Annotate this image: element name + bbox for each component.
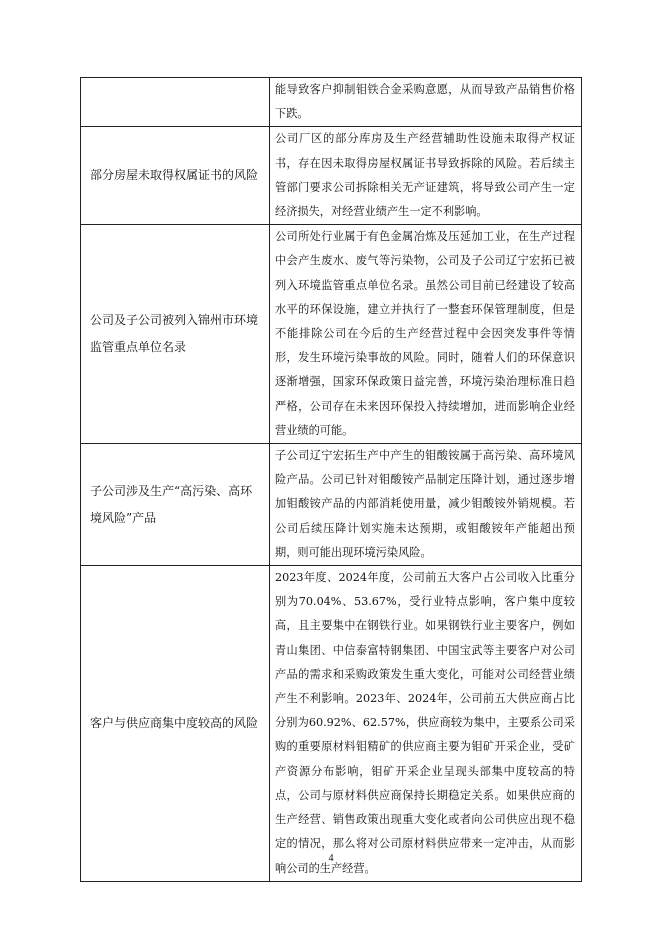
table-row bbox=[81, 78, 582, 127]
risk-description-cell: 公司所处行业属于有色金属冶炼及压延加工业，在生产过程中会产生废水、废气等污染物，公司及子公司辽宁宏拓已被列入环境监管重点单位名录。虽然公司目前已经建设了较高水平的环保设施，建立并执行了一整套环保管理制度，但是不能排除公司在今后的生产经营过程中会因突发事件等情形，发生环境污染事故的风险。同时，随着人们的环保意识逐渐增强，国家环保政策日益完善，环境污染治理标准日趋严格，公司存在未来因环保投入持续增加，进而影响企业经营业绩的可能。 bbox=[270, 225, 582, 444]
risk-description-cell: 能导致客户抑制钼铁合金采购意愿，从而导致产品销售价格下跌。 bbox=[270, 78, 582, 127]
risk-description-cell: 公司厂区的部分库房及生产经营辅助性设施未取得产权证书，存在因未取得房屋权属证书导致拆除的风险。若后续主管部门要求公司拆除相关无产证建筑，将导致公司产生一定经济损失，对经营业绩产生一定不利影响。 bbox=[270, 127, 582, 225]
risk-name-cell bbox=[81, 78, 270, 127]
risk-description-cell: 2023年度、2024年度，公司前五大客户占公司收入比重分别为70.04%、53.67%，受行业特点影响，客户集中度较高，且主要集中在钢铁行业。如果钢铁行业主要客户，例如青山集团、中信泰富特钢集团、中国宝武等主要客户对公司产品的需求和采购政策发生重大变化，可能对公司经营业绩产生不利影响。2023年、2024年，公司前五大供应商占比分别为60.92%、62.57%，供应商较为集中，主要系公司采购的重要原材料钼精矿的供应商主要为钼矿开采企业，受矿产资源分布影响，钼矿开采企业呈现头部集中度较高的特点，公司与原材料供应商保持长期稳定关系。如果供应商的生产经营、销售政策出现重大变化或者向公司供应出现不稳定的情况，那么将对公司原材料供应带来一定冲击，从而影响公司的生产经营。 bbox=[270, 566, 582, 882]
table-row bbox=[81, 566, 582, 882]
risk-name-cell: 子公司涉及生产“高污染、高环境风险”产品 bbox=[81, 444, 270, 566]
risk-factor-table bbox=[80, 77, 582, 882]
page-number: 4 bbox=[328, 853, 334, 864]
table-row bbox=[81, 444, 582, 566]
risk-name-cell: 部分房屋未取得权属证书的风险 bbox=[81, 127, 270, 225]
risk-description-cell: 子公司辽宁宏拓生产中产生的钼酸铵属于高污染、高环境风险产品。公司已针对钼酸铵产品制定压降计划，通过逐步增加钼酸铵产品的内部消耗使用量，减少钼酸铵外销规模。若公司后续压降计划实施未达预期，或钼酸铵年产能超出预期，则可能出现环境污染风险。 bbox=[270, 444, 582, 566]
table-row bbox=[81, 225, 582, 444]
risk-name-cell: 客户与供应商集中度较高的风险 bbox=[81, 566, 270, 882]
table-row bbox=[81, 127, 582, 225]
risk-name-cell: 公司及子公司被列入锦州市环境监管重点单位名录 bbox=[81, 225, 270, 444]
